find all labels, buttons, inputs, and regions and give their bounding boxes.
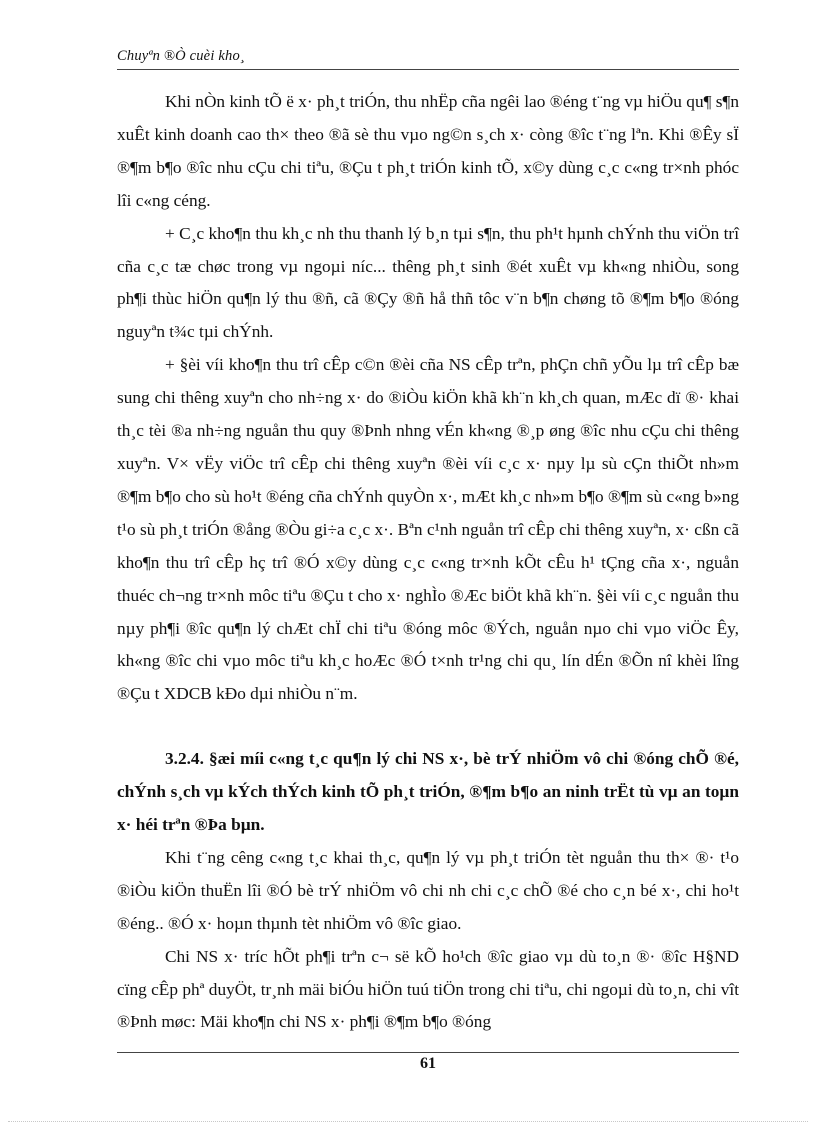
page-number: 61: [420, 1055, 436, 1072]
body-paragraph: Chi NS x· tríc hÕt ph¶i trªn c¬ së kÕ ho¹ch ®îc giao vµ dù to¸n ®· ®îc H§ND cïng cÊp phª duyÖt, tr¸nh mäi biÓu hiÖn tuú tiÖn trong chi tiªu, chi ngoµi dù to¸n, chi vît ®Þnh møc: Mäi kho¶n chi NS x· ph¶i ®¶m b¶o ®óng: [117, 946, 739, 1032]
footer-rule: [117, 1052, 739, 1053]
section-spacer: [117, 711, 739, 743]
body-paragraph: + C¸c kho¶n thu kh¸c nh thu thanh lý b¸n tµi s¶n, thu ph¹t hµnh chÝnh thu viÖn trî cña c¸c tæ chøc trong vµ ngoµi níc... thêng ph¸t sinh ®ét xuÊt vµ kh«ng nhiÒu, song ph¶i thùc hiÖn qu¶n lý thu ®ñ, cã ®Çy ®ñ hå thñ tôc v¨n b¶n chøng tõ ®¶m b¶o ®óng nguyªn t¾c tµi chÝnh.: [117, 223, 739, 342]
header-rule: [117, 69, 739, 70]
section-heading: 3.2.4. §æi míi c«ng t¸c qu¶n lý chi NS x·, bè trÝ nhiÖm vô chi ®óng chÕ ®é, chÝnh s¸ch vµ kÝch thÝch kinh tÕ ph¸t triÓn, ®¶m b¶o an ninh trËt tù vµ an toµn x· héi trªn ®Þa bµn.: [117, 749, 739, 835]
body-paragraph: Khi nÒn kinh tÕ ë x· ph¸t triÓn, thu nhËp cña ngêi lao ®éng t¨ng vµ hiÖu qu¶ s¶n xuÊt kinh doanh cao th× theo ®ã sè thu vµo ng©n s¸ch x· còng ®îc t¨ng lªn. Khi ®Êy sÏ ®¶m b¶o ®îc nhu cÇu chi tiªu, ®Çu t ph¸t triÓn kinh tÕ, x©y dùng c¸c c«ng tr×nh phóc lîi c«ng céng.: [117, 92, 739, 210]
running-header: Chuyªn ®Ò cuèi kho¸: [117, 48, 245, 64]
body-paragraph: + §èi víi kho¶n thu trî cÊp c©n ®èi cña NS cÊp trªn, phÇn chñ yÕu lµ trî cÊp bæ sung chi thêng xuyªn cho nh÷ng x· do ®iÒu kiÖn khã kh¨n kh¸ch quan, mÆc dï ®· khai th¸c tèi ®a nh÷ng nguån thu quy ®Þnh nhng vÉn kh«ng ®¸p øng ®îc nhu cÇu chi thêng xuyªn. V× vËy viÖc trî cÊp chi thêng xuyªn ®èi víi c¸c x· nµy lµ sù cÇn thiÕt nh»m ®¶m b¶o cho sù ho¹t ®éng cña chÝnh quyÒn x·, mÆt kh¸c nh»m b¶o ®¶m sù c«ng b»ng t¹o sù ph¸t triÓn ®ång ®Òu gi÷a c¸c x·. Bªn c¹nh nguån trî cÊp chi thêng xuyªn, x· cßn cã kho¶n thu trî cÊp hç trî ®Ó x©y dùng c¸c c«ng tr×nh kÕt cÊu h¹ tÇng cña x·, nguån thuéc ch¬ng tr×nh môc tiªu ®Çu t cho x· nghÌo ®Æc biÖt khã kh¨n. §èi víi c¸c nguån thu nµy ph¶i ®îc qu¶n lý chÆt chÏ chi tiªu ®óng môc ®Ých, nguån nµo chi vµo viÖc Êy, kh«ng ®îc chi vµo môc tiªu kh¸c hoÆc ®Ó t×nh tr¹ng chi qu¸ lín dÉn ®Õn nî khèi lîng ®Çu t XDCB kÐo dµi nhiÒu n¨m.: [117, 355, 739, 704]
body-content: [117, 86, 739, 1039]
body-paragraph: Khi t¨ng cêng c«ng t¸c khai th¸c, qu¶n lý vµ ph¸t triÓn tèt nguån thu th× ®· t¹o ®iÒu kiÖn thuËn lîi ®Ó bè trÝ nhiÖm vô chi nh chi c¸c chÕ ®é cho c¸n bé x·, chi ho¹t ®éng.. ®Ó x· hoµn thµnh tèt nhiÖm vô ®îc giao.: [117, 847, 739, 933]
page-edge-divider: [8, 1121, 808, 1122]
